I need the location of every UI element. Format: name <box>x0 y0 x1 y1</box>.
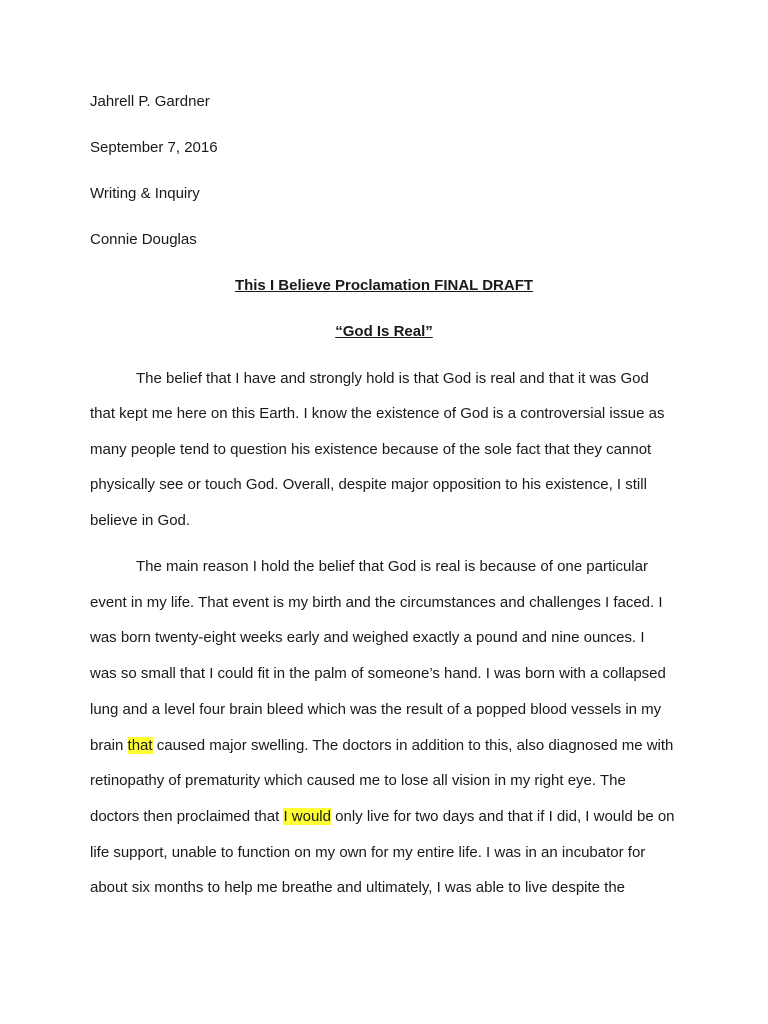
paragraph2-line <box>90 808 675 826</box>
line-text: doctors then proclaimed that <box>90 808 284 825</box>
paragraph1-line: that kept me here on this Earth. I know the existence of God is a controversial issue as <box>90 405 665 422</box>
course-name: Writing & Inquiry <box>90 185 200 202</box>
document-subtitle: “God Is Real” <box>335 323 433 340</box>
paragraph2-line: was so small that I could fit in the palm of someone’s hand. I was born with a collapsed <box>90 665 666 682</box>
line-text: only live for two days and that if I did, I would be on <box>330 808 675 825</box>
paragraph2-line: The main reason I hold the belief that God is real is because of one particular <box>136 558 648 575</box>
highlighted-text: I would <box>283 808 331 825</box>
paragraph2-line: lung and a level four brain bleed which was the result of a popped blood vessels in my <box>90 701 662 718</box>
line-text: caused major swelling. The doctors in addition to this, also diagnosed me with <box>152 737 674 754</box>
document-date: September 7, 2016 <box>90 139 218 156</box>
highlighted-text: that <box>127 737 153 754</box>
paragraph2-line: event in my life. That event is my birth and the circumstances and challenges I faced. I <box>90 594 663 611</box>
line-text: brain <box>90 737 128 754</box>
paragraph1-line: many people tend to question his existence because of the sole fact that they cannot <box>90 441 652 458</box>
paragraph2-line: about six months to help me breathe and ultimately, I was able to live despite the <box>90 879 626 896</box>
paragraph2-line: retinopathy of prematurity which caused me to lose all vision in my right eye. The <box>90 772 626 789</box>
paragraph1-line: The belief that I have and strongly hold is that God is real and that it was God <box>136 370 649 387</box>
paragraph2-line: life support, unable to function on my own for my entire life. I was in an incubator for <box>90 844 646 861</box>
paragraph1-line: believe in God. <box>90 512 191 529</box>
author-name: Jahrell P. Gardner <box>90 93 210 110</box>
paragraph2-line: was born twenty-eight weeks early and weighed exactly a pound and nine ounces. I <box>90 629 645 646</box>
paragraph1-line: physically see or touch God. Overall, despite major opposition to his existence, I still <box>90 476 647 493</box>
document-title: This I Believe Proclamation FINAL DRAFT <box>234 277 534 294</box>
paragraph2-line <box>90 737 673 755</box>
instructor-name: Connie Douglas <box>90 231 197 248</box>
